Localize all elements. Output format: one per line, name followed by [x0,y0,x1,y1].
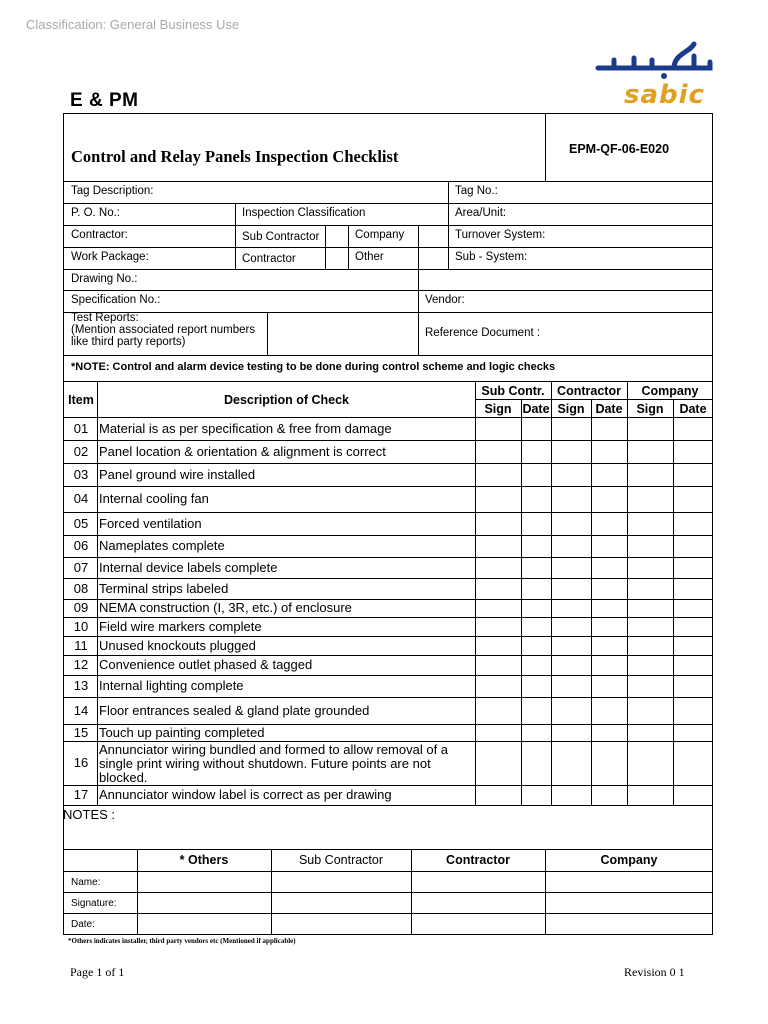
item-description: Internal cooling fan [99,491,209,506]
area-unit-label: Area/Unit: [455,207,507,219]
item-number: 15 [73,725,89,740]
item-description: Panel ground wire installed [99,467,256,482]
divider [551,381,552,805]
divider [63,381,713,382]
date-label: Date: [71,919,95,930]
sabic-arabic-logo-mark [594,40,716,80]
row-divider [63,697,713,698]
sub-contractor-header: Sub Contractor [298,853,384,867]
classification-label: Classification: General Business Use [26,17,240,32]
item-number: 07 [73,560,89,575]
contractor-label: Contractor: [71,229,128,241]
divider [235,203,236,269]
divider [63,913,713,914]
sabic-logo-text: sabic [624,80,705,110]
item-number: 03 [73,467,89,482]
item-description: Terminal strips labeled [99,581,229,596]
others-header: * Others [179,853,229,867]
date-header: Date [595,402,623,416]
tag-description-label: Tag Description: [71,185,154,197]
footnote: *Others indicates installer, third party vendors etc (Mentioned if applicable) [68,937,296,945]
item-number: 10 [73,619,89,634]
item-description: Internal lighting complete [99,678,244,693]
department-title: E & PM [70,90,139,111]
item-description: Touch up painting completed [99,725,265,740]
row-divider [63,486,713,487]
divider [627,381,628,805]
work-package-label: Work Package: [71,251,149,263]
contractor-header: Contractor [557,384,621,398]
test-reports-note: like third party reports) [71,336,186,348]
item-description: Panel location & orientation & alignment is correct [99,444,386,459]
divider [63,290,713,291]
divider [267,312,268,355]
item-description: NEMA construction (I, 3R, etc.) of enclosure [99,600,352,615]
item-description: Floor entrances sealed & gland plate grounded [99,703,370,718]
item-number: 14 [73,703,89,718]
item-number: 09 [73,600,89,615]
divider [475,399,713,400]
item-number: 13 [73,678,89,693]
name-label: Name: [71,877,101,888]
vendor-label: Vendor: [425,294,465,306]
item-description: Forced ventilation [99,516,202,531]
sub-contractor-option: Sub Contractor [242,231,320,243]
notes-label: NOTES : [63,807,116,822]
signature-label: Signature: [71,898,117,909]
item-column-header: Item [68,393,94,407]
revision-label: Revision 0 1 [624,965,685,979]
row-divider [63,785,713,786]
divider [475,381,476,805]
item-description: Nameplates complete [99,538,225,553]
divider [591,399,592,805]
item-description: blocked. [99,770,148,785]
test-reports-label: Test Reports: [71,312,139,324]
item-description: Convenience outlet phased & tagged [99,657,313,672]
divider [448,181,449,269]
row-divider [63,463,713,464]
description-column-header: Description of Check [223,393,350,407]
note-text: *NOTE: Control and alarm device testing to be done during control scheme and logic checks [71,361,556,373]
item-description: Annunciator window label is correct as per drawing [99,787,392,802]
specification-no-label: Specification No.: [71,294,161,306]
reference-document-label: Reference Document : [425,327,541,339]
item-description: Annunciator wiring bundled and formed to allow removal of a [99,742,449,757]
row-divider [63,512,713,513]
item-number: 06 [73,538,89,553]
divider [521,399,522,805]
title-divider [545,113,546,181]
item-number: 11 [74,638,88,653]
row-divider [63,617,713,618]
divider [673,399,674,805]
divider [325,225,326,269]
other-option: Other [355,251,384,263]
date-header: Date [679,402,707,416]
form-title: Control and Relay Panels Inspection Checklist [71,147,399,166]
divider [63,269,713,270]
inspection-classification-label: Inspection Classification [242,207,366,219]
row-divider [63,578,713,579]
item-description: Internal device labels complete [99,560,278,575]
item-number: 02 [73,444,89,459]
company-header: Company [641,384,699,398]
divider [63,417,713,418]
divider [63,203,713,204]
contractor-signoff-header: Contractor [446,853,510,867]
divider [63,805,713,806]
item-number: 05 [73,516,89,531]
company-signoff-header: Company [600,853,658,867]
row-divider [63,440,713,441]
form-code: EPM-QF-06-E020 [569,142,670,156]
divider [63,849,713,850]
item-number: 04 [73,491,89,506]
item-number: 16 [73,755,89,770]
sub-system-label: Sub - System: [455,251,528,263]
divider [97,381,98,805]
item-description: Unused knockouts plugged [99,638,256,653]
tag-no-label: Tag No.: [455,185,498,197]
item-number: 17 [73,787,89,802]
divider [63,871,713,872]
drawing-no-label: Drawing No.: [71,273,138,285]
turnover-system-label: Turnover System: [455,229,546,241]
company-option: Company [355,229,405,241]
item-number: 08 [73,581,89,596]
date-header: Date [522,402,550,416]
sign-header: Sign [636,402,664,416]
divider [63,312,713,313]
contractor-option: Contractor [242,253,296,265]
sign-header: Sign [484,402,512,416]
item-description: Field wire markers complete [99,619,262,634]
item-description: single print wiring without shutdown. Future points are not [99,756,431,771]
sign-header: Sign [557,402,585,416]
row-divider [63,655,713,656]
row-divider [63,557,713,558]
divider [63,355,713,356]
sub-contr-header: Sub Contr. [481,384,545,398]
divider [63,181,713,182]
divider [63,892,713,893]
item-description: Material is as per specification & free from damage [99,421,392,436]
divider [348,225,349,269]
test-reports-note: (Mention associated report numbers [71,324,256,336]
sabic-logo [594,40,716,110]
row-divider [63,675,713,676]
divider [418,225,419,355]
item-number: 01 [73,421,89,436]
row-divider [63,535,713,536]
item-number: 12 [73,657,89,672]
row-divider [63,636,713,637]
po-no-label: P. O. No.: [71,207,121,219]
page-number: Page 1 of 1 [70,965,125,979]
divider [63,225,713,226]
divider [63,247,713,248]
